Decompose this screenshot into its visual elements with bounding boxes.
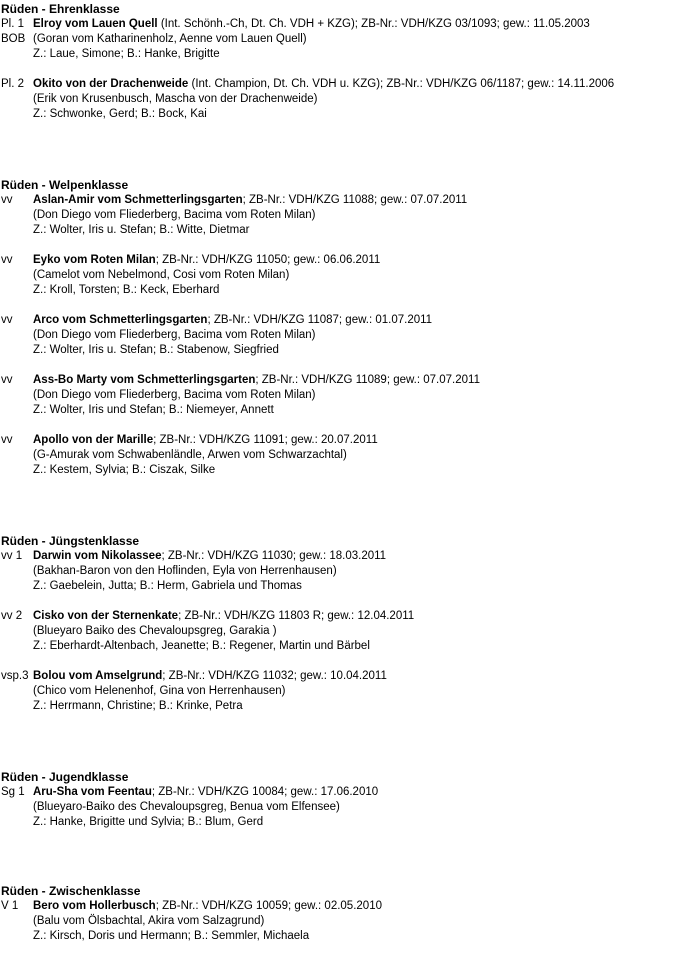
dog-parents: (Erik von Krusenbusch, Mascha von der Drachenweide) [33, 93, 318, 105]
dog-details: ; ZB-Nr.: VDH/KZG 11088; gew.: 07.07.2011 [242, 194, 468, 206]
section-title: Rüden - Ehrenklasse [1, 2, 120, 16]
placement-label: V 1 [1, 900, 19, 912]
dog-entry [0, 669, 700, 714]
dog-details: ; ZB-Nr.: VDH/KZG 11050; gew.: 06.06.2011 [155, 254, 381, 266]
dog-entry [0, 17, 700, 62]
dog-breeder-owner: Z.: Laue, Simone; B.: Hanke, Brigitte [33, 48, 220, 60]
dog-name: Ass-Bo Marty vom Schmetterlingsgarten [33, 374, 256, 386]
dog-details: ; ZB-Nr.: VDH/KZG 11089; gew.: 07.07.2011 [255, 374, 480, 386]
dog-name: Eyko vom Roten Milan [33, 254, 156, 266]
placement-label: vv 2 [1, 610, 23, 622]
dog-entry [0, 785, 700, 830]
placement-label: Pl. 1 [1, 18, 25, 30]
dog-breeder-owner: Z.: Herrmann, Christine; B.: Krinke, Petra [33, 700, 243, 712]
placement-label: vv 1 [1, 550, 23, 562]
dog-entry [0, 549, 700, 594]
dog-parents: (Don Diego vom Fliederberg, Bacima vom Roten Milan) [33, 389, 316, 401]
dog-breeder-owner: Z.: Kestem, Sylvia; B.: Ciszak, Silke [33, 464, 216, 476]
dog-parents: (G-Amurak vom Schwabenländle, Arwen vom Schwarzachtal) [33, 449, 347, 461]
dog-details: ; ZB-Nr.: VDH/KZG 11030; gew.: 18.03.2011 [161, 550, 387, 562]
dog-name: Apollo von der Marille [33, 434, 154, 446]
class-section-jugendklasse [0, 770, 700, 830]
dog-parents: (Chico vom Helenenhof, Gina von Herrenhausen) [33, 685, 286, 697]
class-section-ehrenklasse [0, 2, 700, 122]
dog-breeder-owner: Z.: Kroll, Torsten; B.: Keck, Eberhard [33, 284, 220, 296]
dog-name: Okito von der Drachenweide [33, 78, 189, 90]
dog-breeder-owner: Z.: Wolter, Iris u. Stefan; B.: Witte, Dietmar [33, 224, 250, 236]
dog-breeder-owner: Z.: Eberhardt-Altenbach, Jeanette; B.: Regener, Martin und Bärbel [33, 640, 370, 652]
dog-name: Elroy vom Lauen Quell [33, 18, 158, 30]
dog-entry [0, 899, 700, 944]
dog-entry [0, 193, 700, 238]
section-title: Rüden - Welpenklasse [1, 178, 129, 192]
placement-label: vv [1, 434, 13, 446]
dog-entry [0, 253, 700, 298]
class-section-zwischenklasse [0, 884, 700, 944]
dog-parents: (Don Diego vom Fliederberg, Bacima vom Roten Milan) [33, 209, 316, 221]
dog-details: ; ZB-Nr.: VDH/KZG 11091; gew.: 20.07.2011 [153, 434, 378, 446]
award-label: BOB [1, 33, 26, 45]
dog-details: ; ZB-Nr.: VDH/KZG 11803 R; gew.: 12.04.2011 [178, 610, 415, 622]
dog-entry [0, 433, 700, 478]
dog-breeder-owner: Z.: Wolter, Iris u. Stefan; B.: Stabenow, Siegfried [33, 344, 279, 356]
dog-parents: (Goran vom Katharinenholz, Aenne vom Lauen Quell) [33, 33, 307, 45]
dog-name: Cisko von der Sternenkate [33, 610, 179, 622]
dog-name: Aru-Sha vom Feentau [33, 786, 152, 798]
dog-name: Bolou vom Amselgrund [33, 670, 163, 682]
dog-parents: (Balu vom Ölsbachtal, Akira vom Salzagrund) [33, 915, 265, 927]
dog-name: Bero vom Hollerbusch [33, 900, 156, 912]
dog-breeder-owner: Z.: Gaebelein, Jutta; B.: Herm, Gabriela und Thomas [33, 580, 302, 592]
placement-label: Pl. 2 [1, 78, 25, 90]
dog-name: Aslan-Amir vom Schmetterlingsgarten [33, 194, 243, 206]
dog-details: (Int. Champion, Dt. Ch. VDH u. KZG); ZB-Nr.: VDH/KZG 06/1187; gew.: 14.11.2006 [188, 78, 615, 90]
dog-name: Arco vom Schmetterlingsgarten [33, 314, 208, 326]
section-title: Rüden - Jugendklasse [1, 770, 129, 784]
placement-label: vv [1, 314, 13, 326]
dog-name: Darwin vom Nikolassee [33, 550, 162, 562]
dog-details: (Int. Schönh.-Ch, Dt. Ch. VDH + KZG); ZB-Nr.: VDH/KZG 03/1093; gew.: 11.05.2003 [157, 18, 590, 30]
dog-details: ; ZB-Nr.: VDH/KZG 11087; gew.: 01.07.2011 [207, 314, 433, 326]
placement-label: Sg 1 [1, 786, 25, 798]
dog-breeder-owner: Z.: Wolter, Iris und Stefan; B.: Niemeyer, Annett [33, 404, 274, 416]
dog-entry [0, 373, 700, 418]
placement-label: vsp.3 [1, 670, 29, 682]
section-title: Rüden - Jüngstenklasse [1, 534, 140, 548]
dog-breeder-owner: Z.: Schwonke, Gerd; B.: Bock, Kai [33, 108, 207, 120]
placement-label: vv [1, 374, 13, 386]
class-section-juengstenklasse [0, 534, 700, 714]
dog-parents: (Don Diego vom Fliederberg, Bacima vom Roten Milan) [33, 329, 316, 341]
placement-label: vv [1, 254, 13, 266]
dog-parents: (Bakhan-Baron von den Hoflinden, Eyla von Herrenhausen) [33, 565, 337, 577]
dog-details: ; ZB-Nr.: VDH/KZG 10084; gew.: 17.06.2010 [151, 786, 379, 798]
dog-parents: (Blueyaro-Baiko des Chevaloupsgreg, Benua vom Elfensee) [33, 801, 340, 813]
placement-label: vv [1, 194, 13, 206]
dog-entry [0, 609, 700, 654]
dog-details: ; ZB-Nr.: VDH/KZG 10059; gew.: 02.05.2010 [155, 900, 382, 912]
dog-breeder-owner: Z.: Hanke, Brigitte und Sylvia; B.: Blum, Gerd [33, 816, 264, 828]
dog-breeder-owner: Z.: Kirsch, Doris und Hermann; B.: Semmler, Michaela [33, 930, 310, 942]
dog-details: ; ZB-Nr.: VDH/KZG 11032; gew.: 10.04.2011 [162, 670, 387, 682]
dog-parents: (Camelot vom Nebelmond, Cosi vom Roten Milan) [33, 269, 290, 281]
dog-entry [0, 77, 700, 122]
dog-parents: (Blueyaro Baiko des Chevaloupsgreg, Garakia ) [33, 625, 277, 637]
section-title: Rüden - Zwischenklasse [1, 884, 141, 898]
class-section-welpenklasse [0, 178, 700, 478]
dog-entry [0, 313, 700, 358]
